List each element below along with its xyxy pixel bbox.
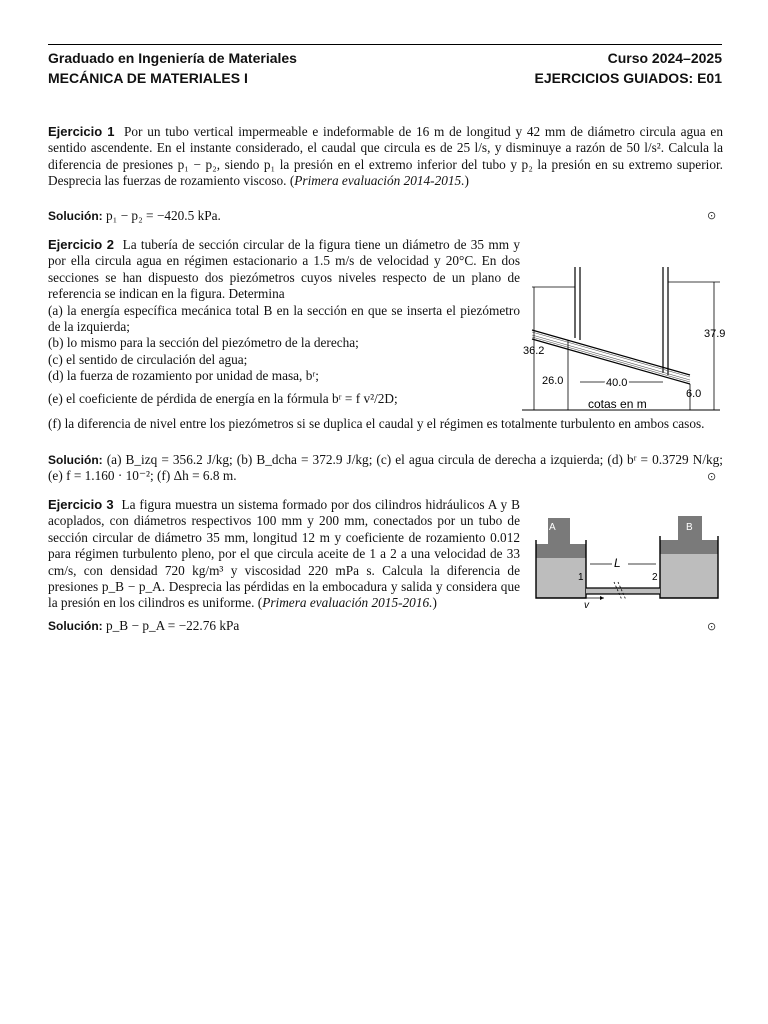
- units-caption: cotas en m: [588, 397, 647, 411]
- exercise-2-intro: La tubería de sección circular de la figura tiene un diámetro de 35 mm y por ella circula agua en régimen estacionario a 1.5 m/s de velocidad y 20°C. En dos secciones se han dispuesto dos piezómetros cuyos niveles respecto de un plano de referencia se indican en la figura. Determina: [48, 237, 520, 302]
- end-of-solution-marker: ⊙: [707, 470, 717, 483]
- label-section-2: 2: [652, 572, 658, 583]
- exercise-set: EJERCICIOS GUIADOS: E01: [534, 70, 722, 86]
- label-cylinder-a: A: [549, 522, 556, 533]
- label-section-1: 1: [578, 572, 584, 583]
- subject-title: MECÁNICA DE MATERIALES I: [48, 70, 248, 86]
- exercise-2-solution-value: (a) B_izq = 356.2 J/kg; (b) B_dcha = 372.9 J/kg; (c) el agua circula de derecha a izquierda; (d) bʳ = 0.3729 N/kg; (e) f = 1.160 · 10⁻²; (f) Δh = 6.8 m.: [48, 452, 724, 484]
- exercise-2-item-b: (b) lo mismo para la sección del piezómetro de la derecha;: [48, 335, 359, 351]
- exercise-2-item-a: (a) la energía específica mecánica total B en la sección en que se inserta el piezómetro de la izquierda;: [48, 302, 520, 335]
- exercise-1-label: Ejercicio 1: [48, 124, 115, 139]
- label-left-level: 36.2: [523, 345, 545, 357]
- page-header: [48, 44, 722, 88]
- hydraulic-cylinders-figure: [528, 510, 724, 610]
- pipe-hatch: [532, 335, 690, 380]
- piston-a: [536, 544, 586, 558]
- solution-label: Solución:: [48, 209, 103, 223]
- velocity-arrow-head: [600, 596, 604, 600]
- pipe-top-edge: [532, 330, 690, 375]
- exercise-3-solution: [48, 618, 648, 634]
- exercise-2-item-f-block: [48, 416, 723, 432]
- exercise-2-label: Ejercicio 2: [48, 237, 114, 252]
- degree-title: Graduado en Ingeniería de Materiales: [48, 50, 297, 66]
- exercise-3-text: La figura muestra un sistema formado por dos cilindros hidráulicos A y B acoplados, con diámetros respectivos 100 mm y 200 mm, conectados por un tubo de sección circular de diámetro 35 mm, longitud 12 m y coeficiente de rozamiento 0.012 para régimen turbulento pleno, por el que circula aceite de 1 a 2 a una velocidad de 33 cm/s, con densidad 720 kg/m³ y viscosidad 220 mPa s. Calcula la diferencia de presiones p_B − p_A. Desprecia las pérdidas en la embocadura y salida y considera que la presión en los cilindros es uniforme.: [48, 497, 520, 611]
- exercise-3: Ejercicio 3 La figura muestra un sistema formado por dos cilindros hidráulicos A y B acoplados, con diámetros respectivos 100 mm y 200 mm, conectados por un tubo de sección circular de diámetro 35 mm, longitud 12 m y coeficiente de rozamiento 0.012 para régimen turbulento pleno, por el que circula aceite de 1 a 2 a una velocidad de 33 cm/s, con densidad 720 kg/m³ y viscosidad 220 mPa s. Calcula la diferencia de presiones p_B − p_A. Desprecia las pérdidas en la embocadura y salida y considera que la presión en los cilindros es uniforme. (Primera evaluación 2015-2016.): [48, 497, 520, 611]
- label-length: L: [614, 556, 621, 570]
- label-horizontal-distance: 40.0: [606, 377, 628, 389]
- exercise-2-item-f: (f) la diferencia de nivel entre los piezómetros si se duplica el caudal y el régimen es totalmente turbulento en ambos casos.: [48, 416, 705, 431]
- exercise-1: Ejercicio 1 Por un tubo vertical impermeable e indeformable de 16 m de longitud y 42 mm de diámetro circula agua en sentido ascendente. En el instante considerado, el caudal que circula es de 25 l/s, y disminuye a razón de 50 l/s². Calcula la diferencia de presiones p₁ − p₂, siendo p₁ la presión en el extremo inferior del tubo y p₂ la presión en su extremo superior. Desprecia las fuerzas de rozamiento viscoso. (Primera evaluación 2014-2015.): [48, 124, 723, 189]
- pipe-hatch: [532, 332, 690, 377]
- solution-label: Solución:: [48, 453, 103, 467]
- oil-in-cylinder-b: [660, 554, 718, 598]
- label-right-height: 6.0: [686, 388, 702, 400]
- label-left-height: 26.0: [542, 375, 564, 387]
- end-of-solution-marker: ⊙: [707, 209, 717, 222]
- exercise-1-solution: [48, 208, 648, 224]
- course-year: Curso 2024–2025: [607, 50, 722, 66]
- end-of-solution-marker: ⊙: [707, 620, 717, 633]
- solution-label: Solución:: [48, 619, 103, 633]
- exercise-3-solution-value: p_B − p_A = −22.76 kPa: [106, 618, 240, 633]
- exercise-1-solution-value: p₁ − p₂ = −420.5 kPa.: [106, 208, 221, 223]
- exercise-2-item-c: (c) el sentido de circulación del agua;: [48, 351, 248, 367]
- exercise-3-source: Primera evaluación 2015-2016.: [262, 595, 433, 611]
- piston-b: [660, 540, 718, 554]
- exercise-2-item-e: (e) el coeficiente de pérdida de energía en la fórmula bʳ = f v²/2D;: [48, 390, 398, 406]
- exercise-1-source: Primera evaluación 2014-2015.: [294, 173, 465, 189]
- piezometer-figure: [520, 262, 725, 414]
- label-right-level: 37.9: [704, 328, 725, 340]
- exercise-3-label: Ejercicio 3: [48, 497, 114, 512]
- exercise-2-item-d: (d) la fuerza de rozamiento por unidad de masa, bʳ;: [48, 368, 319, 384]
- label-cylinder-b: B: [686, 522, 693, 533]
- exercise-1-text: Por un tubo vertical impermeable e indeformable de 16 m de longitud y 42 mm de diámetro circula agua en sentido ascendente. En el instante considerado, el caudal que circula es de 25 l/s, y disminuye a razón de 50 l/s². Calcula la diferencia de presiones p₁ − p₂, siendo p₁ la presión en el extremo inferior del tubo y p₂ la presión en su extremo superior. Desprecia las fuerzas de rozamiento viscoso.: [48, 124, 723, 189]
- label-velocity: v: [584, 600, 589, 610]
- exercise-2: [48, 237, 520, 407]
- exercise-2-solution: [48, 452, 723, 485]
